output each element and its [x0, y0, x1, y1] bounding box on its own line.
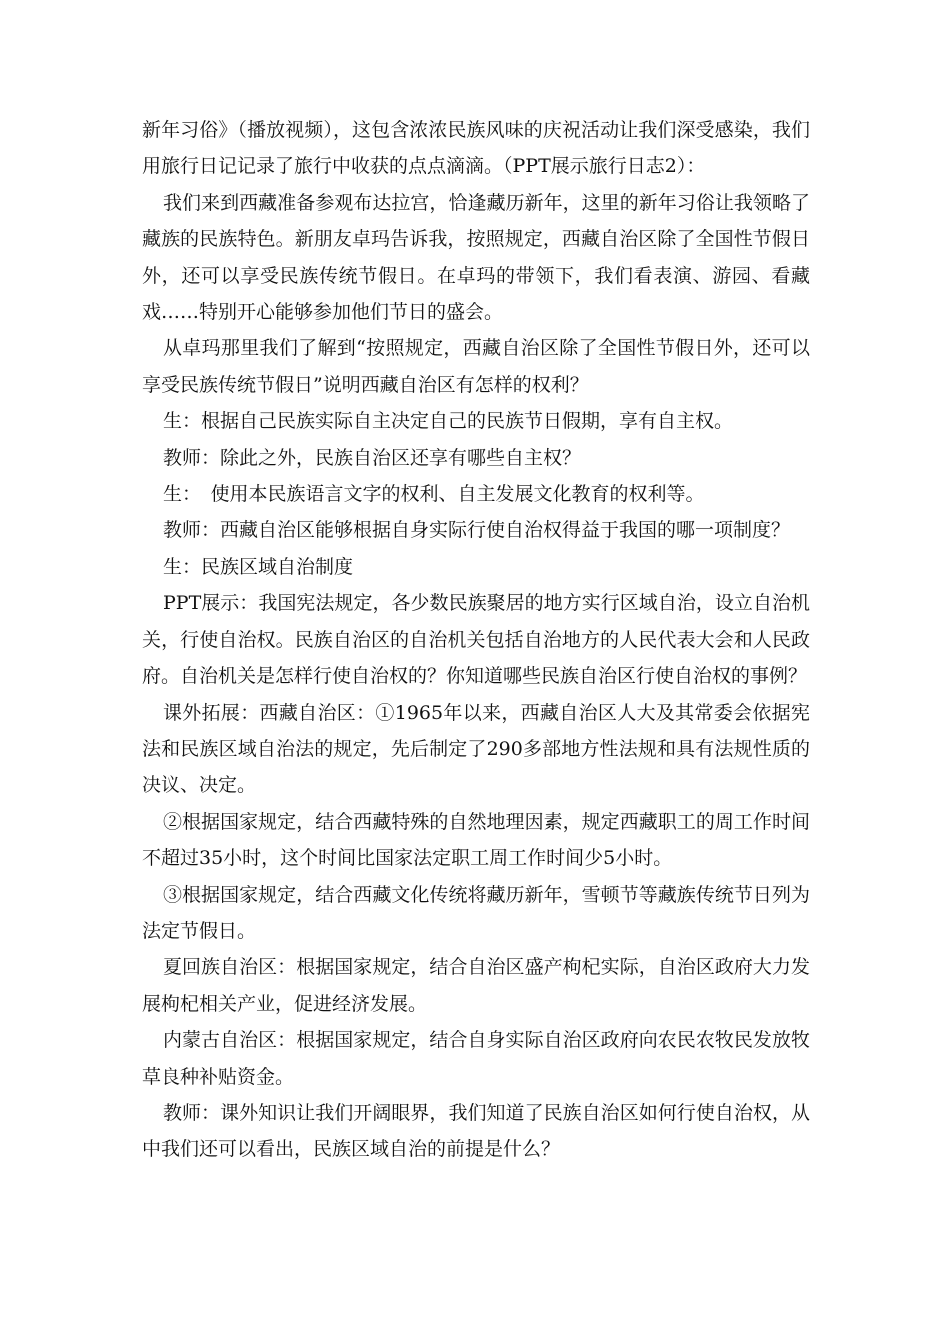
paragraph-teacher-conclusion: 教师：课外知识让我们开阔眼界，我们知道了民族自治区如何行使自治权，从中我们还可以看出，民族区域自治的前提是什么？ — [142, 1101, 810, 1161]
paragraph-question-rights: 从卓玛那里我们了解到“按照规定，西藏自治区除了全国性节假日外，还可以享受民族传统节假日”说明西藏自治区有怎样的权利？ — [142, 337, 810, 396]
paragraph-teacher-question-2: 教师：西藏自治区能够根据自身实际行使自治权得益于我国的哪一项制度？ — [163, 519, 791, 542]
paragraph-extension-tibet-1: 课外拓展：西藏自治区：①1965年以来，西藏自治区人大及其常委会依据宪法和民族区域自治法的规定，先后制定了290多部地方性法规和具有法规性质的决议、决定。 — [142, 701, 810, 797]
paragraph-extension-tibet-3: ③根据国家规定，结合西藏文化传统将藏历新年，雪顿节等藏族传统节日列为法定节假日。 — [142, 883, 810, 942]
document-page — [142, 112, 810, 1168]
paragraph-ppt-display: PPT展示：我国宪法规定，各少数民族聚居的地方实行区域自治，设立自治机关，行使自治权。民族自治区的自治机关包括自治地方的人民代表大会和人民政府。自治机关是怎样行使自治权的？你知道哪些民族自治区行使自治权的事例？ — [142, 592, 810, 688]
paragraph-extension-inner-mongolia: 内蒙古自治区：根据国家规定，结合自身实际自治区政府向农民农牧民发放牧草良种补贴资金。 — [142, 1029, 810, 1088]
paragraph-extension-ningxia: 夏回族自治区：根据国家规定，结合自治区盛产枸杞实际，自治区政府大力发展枸杞相关产业，促进经济发展。 — [142, 956, 810, 1015]
paragraph-student-answer-1: 生：根据自己民族实际自主决定自己的民族节日假期，享有自主权。 — [163, 410, 734, 433]
paragraph-student-answer-2: 生： 使用本民族语言文字的权利、自主发展文化教育的权利等。 — [163, 483, 705, 506]
paragraph-video-intro: 新年习俗》（播放视频），这包含浓浓民族风味的庆祝活动让我们深受感染，我们用旅行日记记录了旅行中收获的点点滴滴。（PPT展示旅行日志2）： — [142, 119, 810, 178]
paragraph-extension-tibet-2: ②根据国家规定，结合西藏特殊的自然地理因素，规定西藏职工的周工作时间不超过35小时，这个时间比国家法定职工周工作时间少5小时。 — [142, 810, 810, 870]
paragraph-travel-diary: 我们来到西藏准备参观布达拉宫，恰逢藏历新年，这里的新年习俗让我领略了藏族的民族特色。新朋友卓玛告诉我，按照规定，西藏自治区除了全国性节假日外，还可以享受民族传统节假日。在卓玛的带领下，我们看表演、游园、看藏戏……特别开心能够参加他们节日的盛会。 — [142, 191, 810, 324]
paragraph-student-answer-3: 生：民族区域自治制度 — [163, 555, 354, 578]
paragraph-teacher-question-1: 教师：除此之外，民族自治区还享有哪些自主权？ — [163, 446, 582, 469]
